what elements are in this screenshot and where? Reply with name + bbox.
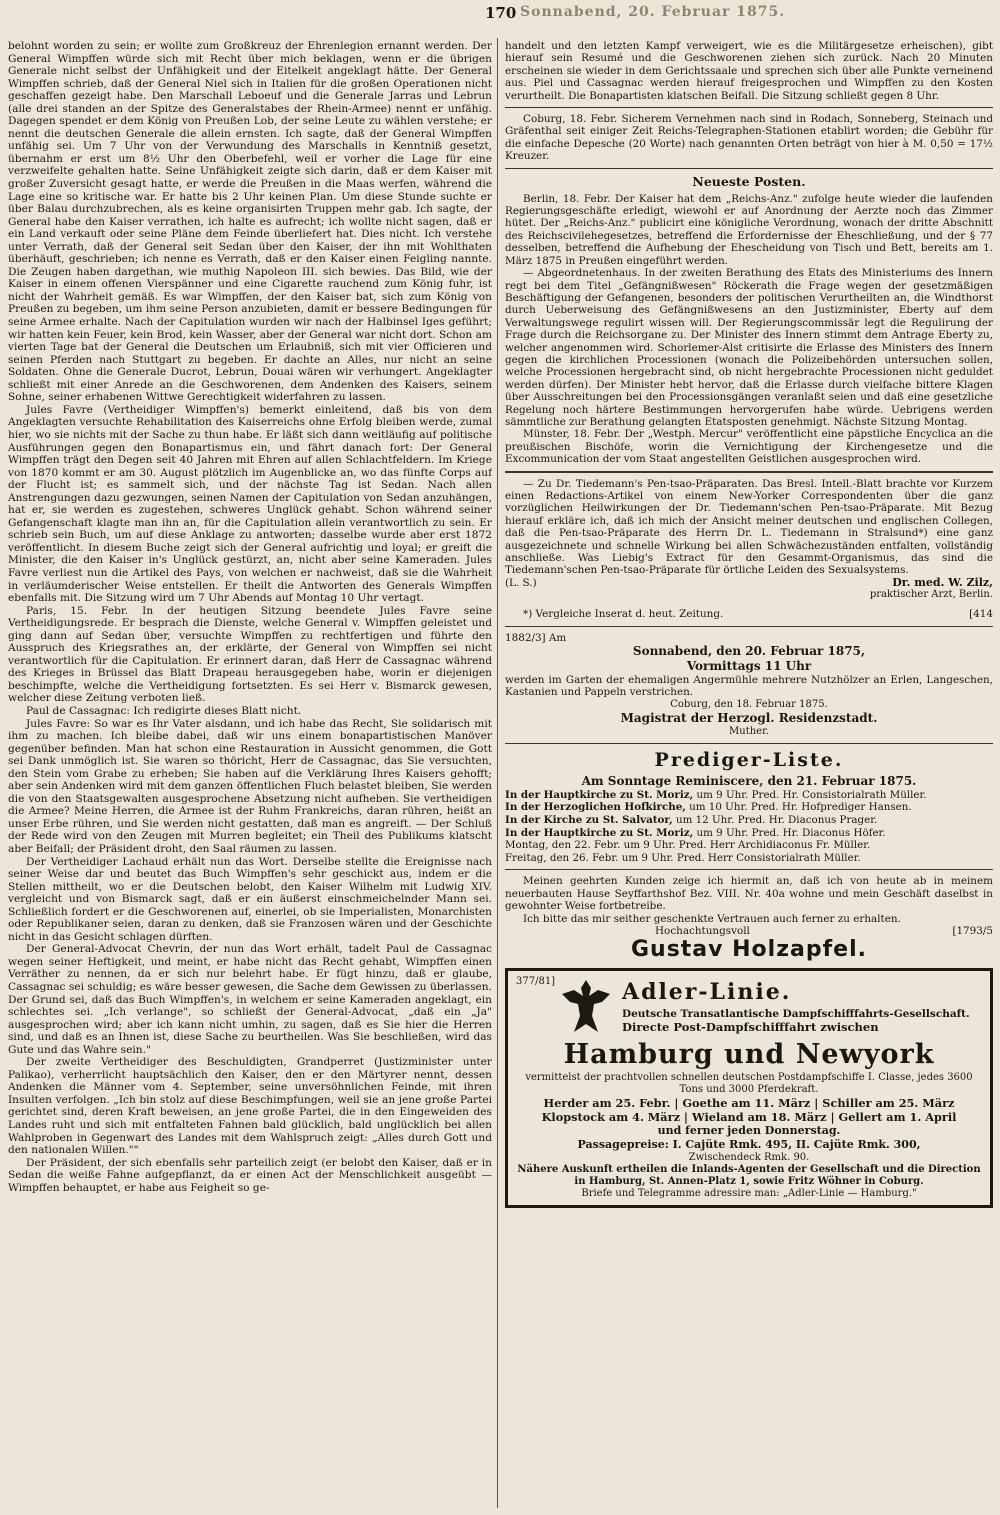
footnote-row [505, 608, 993, 620]
page-number: 170 [485, 4, 517, 22]
news-heading: Neueste Posten. [692, 173, 806, 189]
adler-desc: vermittelst der prachtvollen schnellen deutschen Postdampfschiffe I. Classe, jedes 3600 Tons und 3000 Pferdekraft. [525, 1072, 973, 1096]
article-paragraph: Der zweite Vertheidiger des Beschuldigten, Grandperret (Justizminister unter Palikao), verherrlicht hauptsächlich den Kaiser, den er den Märtyrer nennt, dessen Andenken die Männer vom 4. September, seine unversöhnlichen Feinde, mit ihren Insulten verfolgen. „Ich bin stolz auf diese Beschimpfungen, weil sie an jene große Partei gerichtet sind, deren Kraft beweisen, an jene große Partei, die in den Eingeweiden des Landes ruht und sich mit entfalteten Fahnen bald glücklich, bald unglücklich bei allen Wahlproben in Gegenwart des Landes mit dem Wahlspruch zeigt: „Alles durch Gott und den nationalen Willen."" [8, 1056, 492, 1157]
adler-fares: Passagepreise: I. Cajüte Rmk. 495, II. Cajüte Rmk. 300, [577, 1138, 921, 1152]
preacher-line: In der Kirche zu St. Salvator, um 12 Uhr. Pred. Hr. Diaconus Prager. [505, 814, 878, 827]
article-paragraph: Der General-Advocat Chevrin, der nun das Wort erhält, tadelt Paul de Cassagnac wegen seiner Heftigkeit, und meint, er habe nicht das Recht gehabt, Wimpffen einen Verräther zu nennen, da er sich nur belehrt habe. Er fügt hinzu, daß er glaube, Cassagnac sei schuldig; es wäre besser gewesen, die Sache dem Gewissen zu überlassen. Der Grund sei, daß das Buch Wimpffen's, in welchem er seine Kameraden angeklagt, ein schlechtes sei. „Ich verlange", so schließt der General-Advocat, „daß ein „Ja" ausgesprochen wird; aber ich kann nicht umhin, zu sagen, daß es Sie hier die Herren sind, und daß es an Ihnen ist, diese Sache zu beurtheilen. Was Sie beschließen, wird das Gute und das Wahre sein." [8, 943, 492, 1056]
preacher-subtitle: Am Sonntage Reminiscere, den 21. Februar 1875. [581, 773, 917, 788]
adler-title: Adler-Linie. [622, 979, 792, 1006]
auction-place: Coburg, den 18. Februar 1875. [670, 698, 828, 710]
adler-schedule-1: Herder am 25. Febr. | Goethe am 11. März | Schiller am 25. März [543, 1096, 955, 1111]
article-paragraph: Der Vertheidiger Lachaud erhält nun das Wort. Derselbe stellte die Ereignisse nach seiner Weise dar und beutet das Buch Wimpffen's sehr geschickt aus, indem er die Stellen mittheilt, wo er die Deutschen belobt, den Kaiser Wilhelm mit Ludwig XIV. vergleicht und von Bismarck sagt, daß er ein äußerst einschmeichelnder Mann sei. Schließlich fordert er die Geschworenen auf, einerlei, ob sie Imperialisten, Monarchisten oder Republikaner seien, daran zu denken, daß sie Franzosen wären und der Geschichte nicht in das Gesicht schlagen dürften. [8, 855, 492, 943]
adler-route: Hamburg und Newyork [563, 1039, 935, 1071]
holzapfel-closing-row [505, 925, 993, 937]
adler-advertisement [505, 968, 993, 1208]
footnote: *) Vergleiche Inserat d. heut. Zeitung. [523, 608, 724, 621]
berlin-news: Berlin, 18. Febr. Der Kaiser hat dem „Reichs-Anz." zufolge heute wieder die laufenden Regierungsgeschäfte erledigt, wiewohl er auf Anordnung der Aerzte noch das Zimmer hütet. Der „Reichs-Anz." publicirt eine königliche Verordnung, wonach der dritte Abschnitt des Reichscivilehegesetzes, betreffend die Erfordernisse der Eheschließung, und der § 77 desselben, betreffend die Aufhebung der Ehescheidung von Tisch und Bett, bereits am 1. März 1875 in Preußen eingeführt werden. [505, 192, 993, 267]
adler-header [516, 976, 982, 1038]
preacher-line: In der Hauptkirche zu St. Moriz, um 9 Uhr. Pred. Hr. Consistorialrath Müller. [505, 788, 927, 801]
preacher-list [505, 749, 993, 865]
holzapfel-closing: Hochachtungsvoll [655, 925, 750, 938]
adler-weekly: und ferner jeden Donnerstag. [657, 1124, 841, 1138]
page-header [0, 4, 1000, 24]
footnote-number: [414 [969, 608, 993, 621]
divider [505, 471, 993, 473]
article-paragraph: Der Präsident, der sich ebenfalls sehr parteilich zeigt (er belobt den Kaiser, daß er in Sedan die weiße Fahne aufgepflanzt, da er einen Act der Menschlichkeit ausgeübt — Wimpffen behauptet, er habe aus Feigheit so ge- [8, 1156, 492, 1194]
doctor-name: Dr. med. W. Zilz, [892, 575, 993, 589]
adler-ref: 377/81] [516, 976, 556, 988]
adler-telegram: Briefe und Telegramme adressire man: „Adler-Linie — Hamburg." [581, 1188, 917, 1200]
article-paragraph: Jules Favre (Vertheidiger Wimpffen's) bemerkt einleitend, daß bis von dem Angeklagten versuchte Rehabilitation des Kaiserreichs ohne Erfolg bleiben werde, zumal hier, wo sie nichts mit der Sache zu thun habe. Er läßt sich dann weitläufig auf politische Ausführungen gegen den Bonapartismus ein, und fährt danach fort: Der General Wimpffen trägt den Degen seit 40 Jahren mit Ehren auf allen Schlachtfeldern. Im Kriege von 1870 kommt er am 30. August plötzlich im Augenblicke an, wo das fünfte Corps auf der Flucht ist; es sammelt sich, und der nächste Tag ist Sedan. Nach allen Anstrengungen dazu gezwungen, seinen Namen der Capitulation von Sedan anzuhängen, hat er, sie werden es zugestehen, schweres Unglück gehabt. Schon während seiner Gefangenschaft klagte man ihn an, für die Capitulation allein verantwortlich zu sein. Er schrieb sein Buch, um auf diese Anklage zu antworten; dasselbe wurde aber erst 1872 veröffentlicht. In diesem Buche zeigt sich der General aufrichtig und loyal; er greift die Minister, die den Kaiser in's Unglück gestürzt, an, nicht aber seine Kameraden. Jules Favre verliest nun die Artikel des Pays, von welchen er nachweist, daß sie die Wahrheit in verläumderischer Weise entstellen. Er theilt die Antworten des Generals Wimpffen ebenfalls mit. Die Sitzung wird um 7 Uhr Abends auf Montag 10 Uhr vertagt. [8, 403, 492, 605]
adler-fares2: Zwischendeck Rmk. 90. [688, 1152, 810, 1164]
preacher-line: In der Herzoglichen Hofkirche, um 10 Uhr. Pred. Hr. Hofprediger Hansen. [505, 801, 912, 814]
holzapfel-ref: [1793/5 [952, 925, 993, 938]
article-paragraph: Paul de Cassagnac: Ich redigirte dieses Blatt nicht. [26, 704, 302, 717]
holzapfel-text2: Ich bitte das mir seither geschenkte Vertrauen auch ferner zu erhalten. [523, 912, 901, 925]
signature-row [505, 577, 993, 589]
divider [505, 107, 993, 108]
auction-text: werden im Garten der ehemaligen Angermühle mehrere Nutzhölzer an Erlen, Langeschen, Kastanien und Pappeln verstrichen. [505, 674, 993, 699]
auction-signer: Muther. [729, 725, 769, 737]
auction-time: Vormittags 11 Uhr [686, 659, 812, 674]
article-paragraph: belohnt worden zu sein; er wollte zum Großkreuz der Ehrenlegion ernannt werden. Der General Wimpffen würde sich mit Recht über mich beklagen, wenn er die übrigen Generale nicht selbst der Unfähigkeit und der Eitelkeit angeklagt hätte. Der General Wimpffen schrieb, daß der General Niel sich in Italien für die großen Operationen nicht geschaffen gezeigt habe. Den Marschall Leboeuf und die Generale Jarras und Lebrun (alle drei standen an der Spitze des Generalstabes der Rhein-Armee) nennt er unfähig. Dagegen spendet er dem König von Preußen Lob, der seine Leute zu wählen verstehe; er nennt die deutschen Generale die allein ernsten. Ich sagte, daß der General Wimpffen unfähig sei. Um 7 Uhr von der Verwundung des Marschalls in Kenntniß gesetzt, übernahm er erst um 8½ Uhr den Oberbefehl, weil er vorher die Lage für eine verzweifelte gehalten hatte. Seine Unfähigkeit zeigte sich darin, daß er dem Kaiser mit großer Zuversicht gesagt hatte, er werde die Preußen in die Maas werfen, während die Lage eine so kritische war. Er hatte bis 2 Uhr keinen Plan. Um diese Stunde suchte er über Balau durchzubrechen, als es keine organisirten Truppen mehr gab. Ich sagte, der General habe den Kaiser verrathen, ich halte es aufrecht; ich wollte nicht sagen, daß er ein Land verkauft oder seine Pläne dem Feinde überliefert hat. Dies nicht. Ich verstehe unter Verrath, daß der General seit Sedan über den Kaiser, der ihn mit Wohlthaten überhäuft, geschrieben; ich nenne es Verrath, daß er den Kaiser einen Feigling nannte. Die Zeugen haben dargethan, wie muthig Napoleon III. sich bewies. Das Bild, wie der Kaiser in einem offenen Vierspänner und eine Cigarette rauchend zum König fuhr, ist nicht der Wahrheit gemäß. Es war Wimpffen, der den Kaiser bat, sich zum König von Preußen zu begeben, um ihm seine Person anzubieten, damit er bessere Bedingungen für seine Armee erhalte. Nach der Capitulation wurden wir nach der Halbinsel Iges geführt; wir hatten kein Feuer, kein Brod, kein Wasser, aber der General war nicht dort. Schon am vierten Tage bat der General die Deutschen um Erlaubniß, sich mit vier Officieren und seinen Pferden nach Stuttgart zu begeben. Er dachte an Alles, nur nicht an seine Soldaten. Ohne die Generale Ducrot, Lebrun, Douai wären wir verhungert. Angeklagter schließt mit einer Anrede an die Geschworenen, dem Andenken des Kaisers, seinem Sohne, seiner erhabenen Wittwe Gerechtigkeit widerfahren zu lassen. [8, 40, 492, 404]
coburg-news: Coburg, 18. Febr. Sicherem Vernehmen nach sind in Rodach, Sonneberg, Steinach und Gräfenthal seit einiger Zeit Reichs-Telegraphen-Stationen etablirt worden; die Gebühr für die einfache Depesche (20 Worte) nach genannten Orten beträgt von hier à M. 0,50 = 17½ Kreuzer. [505, 113, 993, 163]
divider [505, 743, 993, 744]
adler-agents: Nähere Auskunft ertheilen die Inlands-Agenten der Gesellschaft und die Direction in Hamburg, St. Annen-Platz 1, sowie Fritz Wöhner in Coburg. [517, 1164, 981, 1188]
munster-news: Münster, 18. Febr. Der „Westph. Mercur" veröffentlicht eine päpstliche Encyclica an die preußischen Bischöfe, worin die Vernichtigung der Kirchengesetze und die Excommunication der vom Staat angestellten Geistlichen ausgesprochen wird. [505, 428, 993, 466]
parliament-news: — Abgeordnetenhaus. In der zweiten Berathung des Etats des Ministeriums des Innern regt bei dem Titel „Gefängnißwesen" Röckerath die Frage wegen der gesetzmäßigen Beschäftigung der Gefangenen, besonders der politischen Verurtheilten an, die Windthorst durch Ueberweisung des Gefängnißwesens an den Justizminister, Eberty auf dem Verwaltungswege regulirt wissen will. Der Regierungscommissär legt die Regulirung der Frage durch die Reichsorgane zu. Der Minister des Innern stimmt dem Antrage Eberty zu, welcher angenommen wird. Schorlemer-Alst critisirte die Erlasse des Ministers des Innern gegen die kirchlichen Processionen (wonach die Polizeibehörden untersuchen sollen, welche Processionen hergebracht sind, ob nicht hergebrachte Processionen nicht geduldet werden dürfen). Der Minister hebt hervor, daß die Erlasse durch vielfache bittere Klagen über Ausschreitungen bei den Processionsgängen veranlaßt seien und daß eine gesetzliche Regelung noch härtere Bestimmungen hervorgerufen habe würde. Uebrigens werden sämmtliche zur Berathung gelangten Etatsposten genehmigt. Nächste Sitzung Montag. [505, 267, 993, 428]
auction-notice [505, 632, 993, 738]
article-paragraph: Jules Favre: So war es Ihr Vater alsdann, und ich habe das Recht, Sie solidarisch mit ihm zu machen. Ich bleibe dabei, daß wir uns einem bonapartistischen Manöver gegenüber befinden. Man hat schon eine Restauration in Aussicht genommen, die Gott sei Dank unmöglich ist. Sie waren so thöricht, Herr de Cassagnac, das Sie versuchten, den Stein vom Grabe zu erheben; Sie haben auf die Verklärung Ihres Kaisers gehofft; aber sein Andenken wird mit dem ganzen öffentlichen Fluch belastet bleiben, Sie werden die von den Staatsgewalten ausgesprochene Absetzung nicht aufheben. Sie vertheidigen die Armee? Meine Herren, die Armee ist der Ruhm Frankreichs, daran rühren, heißt an unser Erbe rühren, und Sie werden nicht gestatten, daß man es angreift. — Der Schluß der Rede wird von den Zeugen mit Murren begleitet; ein Theil des Publikums klatscht aber Beifall; der Präsident droht, den Saal räumen zu lassen. [8, 717, 492, 855]
preacher-title: Prediger-Liste. [654, 748, 844, 771]
doctor-title: praktischer Arzt, Berlin. [869, 589, 993, 601]
left-column [8, 40, 492, 1510]
tiedemann-notice: — Zu Dr. Tiedemann's Pen-tsao-Präparaten. Das Bresl. Intell.-Blatt brachte vor Kurzem einen Redactions-Artikel von einem New-Yorker Correspondenten über die ganz vorzüglichen Heilwirkungen der Dr. Tiedemann'schen Pen-tsao-Präparate. Mit Bezug hierauf erkläre ich, daß ich mich der Ansicht meiner deutschen und englischen Collegen, daß die Pen-tsao-Präparate des Herrn Dr. L. Tiedemann in Stralsund*) eine ganz ausgezeichnete und schnelle Wirkung bei allen Schwächezuständen entfalten, vollständig anschließe. Was Liebig's Extract für den Gesammt-Organismus, das sind die Tiedemann'schen Pen-tsao-Präparate für örtliche Leiden des Sexualsystems. [505, 477, 993, 577]
divider [505, 168, 993, 169]
divider [505, 626, 993, 627]
seal-mark: (L. S.) [505, 576, 537, 589]
column-divider [497, 38, 498, 1508]
auction-date: Sonnabend, den 20. Februar 1875, [632, 644, 866, 659]
article-paragraph: Paris, 15. Febr. In der heutigen Sitzung beendete Jules Favre seine Vertheidigungsrede. Er besprach die Dienste, welche General v. Wimpffen geleistet und ging dann auf Sedan über, versuchte Wimpffen zu rechtfertigen und führte den Ausspruch des Kriegsrathes an, der erklärte, der General von Wimpffen sei nicht verantwortlich für die Capitulation. Er erinnert daran, daß Herr de Cassagnac während des Krieges in Brüssel das Blatt Drapeau herausgegeben habe, worin er diejenigen beschimpfte, welche die Vertheidigung fortsetzten. Es sei Herr v. Bismarck gewesen, welcher diese Zeitung verboten ließ. [8, 604, 492, 705]
divider [505, 869, 993, 870]
adler-company: Deutsche Transatlantische Dampfschifffahrts-Gesellschaft. [622, 1008, 970, 1021]
holzapfel-notice [505, 875, 993, 962]
preacher-line: In der Hauptkirche zu St. Moriz, um 9 Uhr. Pred. Hr. Diaconus Höfer. [505, 826, 886, 839]
eagle-icon [558, 976, 614, 1038]
auction-authority: Magistrat der Herzogl. Residenzstadt. [620, 710, 878, 725]
adler-service: Directe Post-Dampfschifffahrt zwischen [622, 1020, 879, 1035]
article-continuation: handelt und den letzten Kampf verweigert, wie es die Militärgesetze erheischen), gibt hierauf sein Resumé und die Geschworenen ziehen sich zurück. Nach 20 Minuten erscheinen sie wieder in dem Gerichtssaale und sprechen sich über alle Punkte verneinend aus. Piel und Cassagnac werden hierauf freigesprochen und Wimpffen zu den Kosten verurtheilt. Die Bonapartisten klatschen Beifall. Die Sitzung schließt gegen 8 Uhr. [505, 40, 993, 102]
faded-heading: Sonnabend, 20. Februar 1875. [520, 4, 786, 20]
preacher-line: Montag, den 22. Febr. um 9 Uhr. Pred. Herr Archidiaconus Fr. Müller. [505, 839, 871, 852]
adler-schedule-2: Klopstock am 4. März | Wieland am 18. März | Gellert am 1. April [541, 1110, 957, 1125]
right-column [505, 40, 993, 1510]
preacher-line: Freitag, den 26. Febr. um 9 Uhr. Pred. Herr Consistorialrath Müller. [505, 851, 861, 864]
holzapfel-name: Gustav Holzapfel. [630, 937, 868, 963]
holzapfel-text: Meinen geehrten Kunden zeige ich hiermit an, daß ich von heute ab in meinem neuerbauten Hause Seyffarthshof Bez. VIII. Nr. 40a wohne und mein Geschäft daselbst in gewohnter Weise fortbetreibe. [505, 875, 993, 913]
auction-ref: 1882/3] Am [505, 631, 567, 644]
